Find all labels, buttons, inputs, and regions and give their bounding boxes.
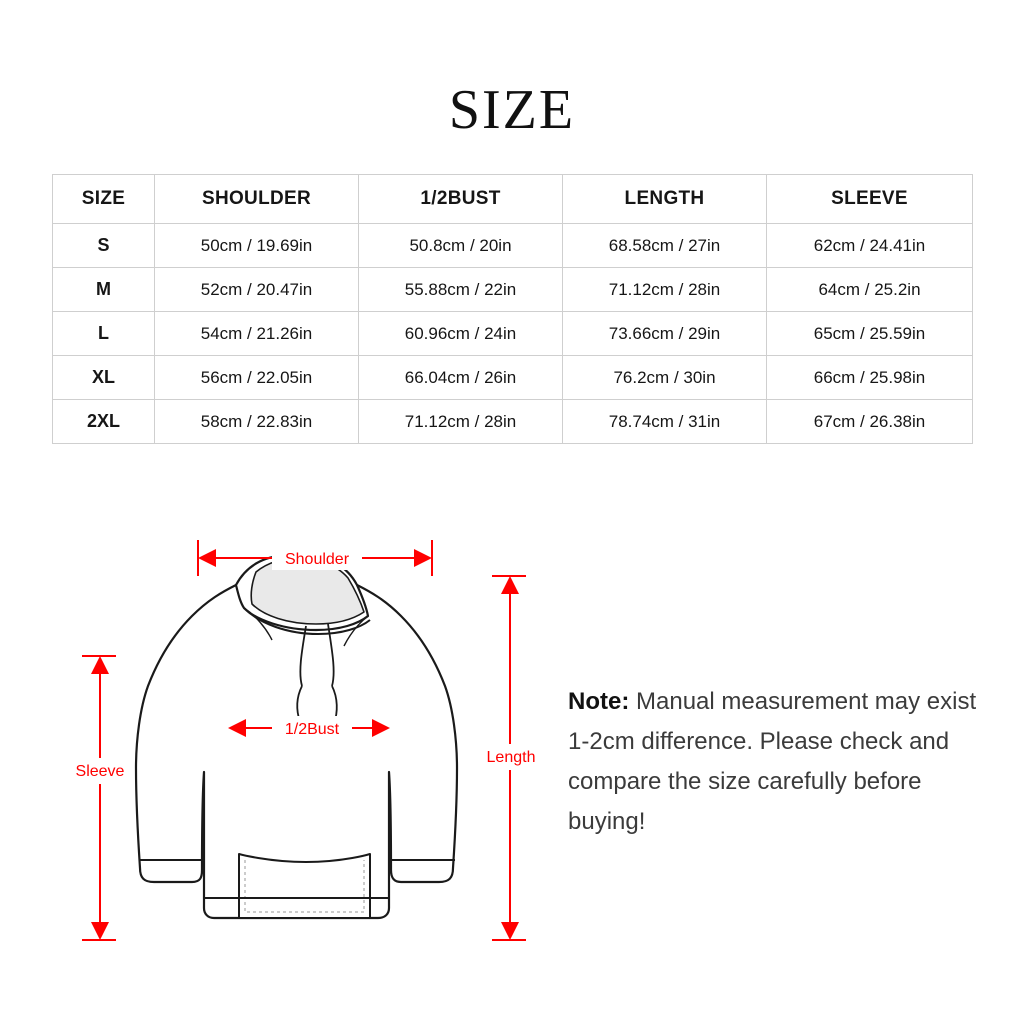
measure-length	[487, 576, 536, 940]
measure-label-sleeve: Sleeve	[75, 763, 125, 780]
table-row	[53, 224, 973, 268]
cell-shoulder: 58cm / 22.83in	[155, 400, 359, 444]
column-header-sleeve: SLEEVE	[767, 175, 973, 224]
column-header-bust: 1/2BUST	[359, 175, 563, 224]
cell-size: XL	[53, 356, 155, 400]
cell-bust: 50.8cm / 20in	[359, 224, 563, 268]
cell-bust: 66.04cm / 26in	[359, 356, 563, 400]
measure-label-shoulder: Shoulder	[284, 551, 350, 568]
cell-shoulder: 54cm / 21.26in	[155, 312, 359, 356]
measure-sleeve	[76, 656, 125, 940]
column-header-size: SIZE	[53, 175, 155, 224]
cell-sleeve: 62cm / 24.41in	[767, 224, 973, 268]
cell-bust: 55.88cm / 22in	[359, 268, 563, 312]
cell-length: 68.58cm / 27in	[563, 224, 767, 268]
measure-label-length: Length	[486, 749, 536, 766]
measure-label-bust: 1/2Bust	[284, 721, 340, 738]
table-row	[53, 268, 973, 312]
table-row	[53, 312, 973, 356]
cell-length: 71.12cm / 28in	[563, 268, 767, 312]
cell-sleeve: 67cm / 26.38in	[767, 400, 973, 444]
page-title: SIZE	[448, 79, 576, 141]
column-header-shoulder: SHOULDER	[155, 175, 359, 224]
note-text: Manual measurement may exist 1-2cm difference. Please check and compare the size carefully before buying!	[568, 688, 977, 835]
cell-sleeve: 66cm / 25.98in	[767, 356, 973, 400]
column-header-length: LENGTH	[563, 175, 767, 224]
cell-size: S	[53, 224, 155, 268]
cell-bust: 71.12cm / 28in	[359, 400, 563, 444]
cell-size: M	[53, 268, 155, 312]
cell-size: L	[53, 312, 155, 356]
cell-size: 2XL	[53, 400, 155, 444]
note-label: Note:	[568, 688, 630, 715]
cell-bust: 60.96cm / 24in	[359, 312, 563, 356]
cell-sleeve: 65cm / 25.59in	[767, 312, 973, 356]
garment-illustration	[40, 500, 560, 980]
table-row	[53, 356, 973, 400]
cell-sleeve: 64cm / 25.2in	[767, 268, 973, 312]
cell-shoulder: 50cm / 19.69in	[155, 224, 359, 268]
note-block	[568, 682, 978, 842]
cell-shoulder: 56cm / 22.05in	[155, 356, 359, 400]
cell-length: 76.2cm / 30in	[563, 356, 767, 400]
cell-shoulder: 52cm / 20.47in	[155, 268, 359, 312]
cell-length: 78.74cm / 31in	[563, 400, 767, 444]
table-header-row	[53, 175, 973, 224]
table-row	[53, 400, 973, 444]
size-chart-table	[52, 174, 973, 444]
cell-length: 73.66cm / 29in	[563, 312, 767, 356]
